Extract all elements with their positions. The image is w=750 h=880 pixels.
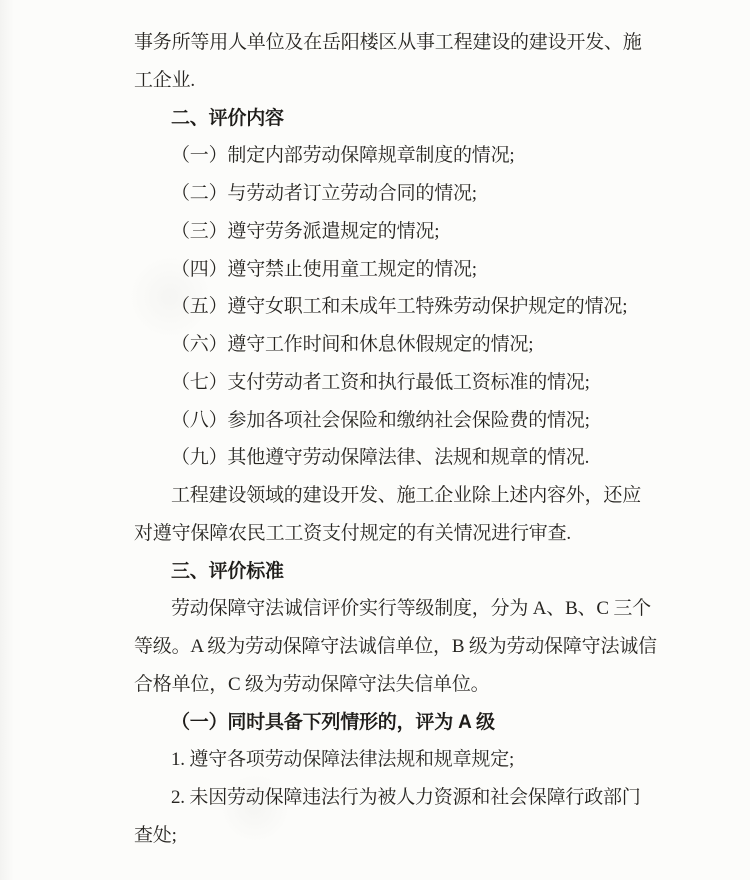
list-item-3: （三）遵守劳务派遣规定的情况;: [171, 220, 440, 242]
document-line: 工程建设领域的建设开发、施工企业除上述内容外，还应: [171, 485, 642, 506]
document-line: 劳动保障守法诚信评价实行等级制度，分为 A、B、C 三个: [171, 598, 651, 620]
subsection-heading-grade-a: （一）同时具备下列情形的，评为 A 级: [171, 711, 495, 733]
document-line: 对遵守保障农民工工资支付规定的有关情况进行审查.: [134, 522, 571, 544]
list-item-7: （七）支付劳动者工资和执行最低工资标准的情况;: [171, 371, 590, 393]
numbered-item-2: 2. 未因劳动保障违法行为被人力资源和社会保障行政部门: [171, 787, 641, 808]
list-item-1: （一）制定内部劳动保障规章制度的情况;: [171, 145, 515, 167]
section-heading-3: 三、评价标准: [171, 560, 284, 582]
document-line: 事务所等用人单位及在岳阳楼区从事工程建设的建设开发、施: [134, 32, 642, 53]
list-item-6: （六）遵守工作时间和休息休假规定的情况;: [171, 334, 534, 355]
section-heading-2: 二、评价内容: [171, 107, 284, 129]
document-line: 工企业.: [134, 69, 195, 91]
list-item-8: （八）参加各项社会保险和缴纳社会保险费的情况;: [171, 409, 590, 431]
document-line: 查处;: [134, 824, 177, 846]
list-item-5: （五）遵守女职工和未成年工特殊劳动保护规定的情况;: [171, 296, 628, 318]
list-item-2: （二）与劳动者订立劳动合同的情况;: [171, 183, 477, 204]
document-text-block: [134, 24, 657, 855]
document-line: 合格单位，C 级为劳动保障守法失信单位。: [134, 673, 490, 695]
list-item-4: （四）遵守禁止使用童工规定的情况;: [171, 258, 477, 280]
numbered-item-1: 1. 遵守各项劳动保障法律法规和规章规定;: [171, 749, 515, 771]
document-line: 等级。A 级为劳动保障守法诚信单位，B 级为劳动保障守法诚信: [134, 636, 657, 657]
list-item-9: （九）其他遵守劳动保障法律、法规和规章的情况.: [171, 447, 590, 469]
